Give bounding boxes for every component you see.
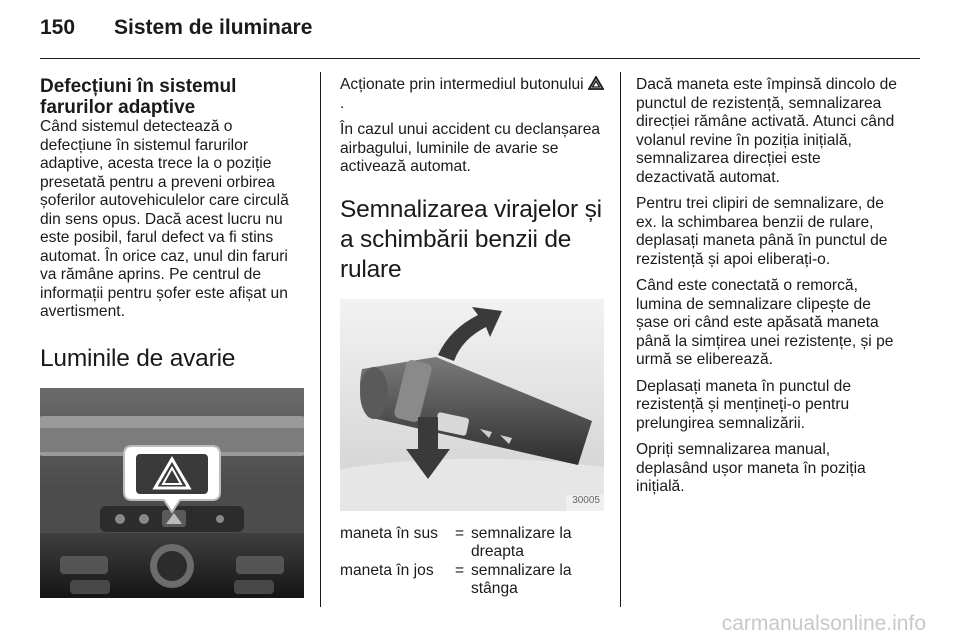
hazard-warning-icon [588,76,604,90]
column-2 [340,76,604,599]
turn-lever-figure [340,299,604,511]
page-header [40,16,312,40]
watermark: carmanualsonline.info [721,612,926,635]
page-title: Sistem de iluminare [114,16,313,39]
lever-direction-table [340,525,604,599]
column-divider-1 [320,72,321,607]
paragraph: Opriți semnalizarea manual, deplasând ușor maneta în poziția inițială. [636,441,866,495]
table-row [340,525,604,562]
section-hazard-lights: Luminile de avarie [40,344,236,372]
airbag-paragraph: În cazul unui accident cu declanșarea airbagului, luminile de avarie se activează automat. [340,121,601,175]
paragraph: Când este conectată o remorcă, lumina de semnalizare clipește de șase ori când este apăsată maneta până la simțirea unei rezistențe, și pe urmă se eliberează. [636,277,894,368]
paragraph: Deplasați maneta în punctul de rezistență și mențineți-o pentru prelungirea semnalizării. [636,377,851,432]
page-number: 150 [40,16,76,39]
header-rule [40,58,920,59]
heading-adaptive-lights-fault: Defecțiuni în sistemul farurilor adaptive [40,76,237,118]
table-equals: = [455,524,465,542]
table-value: semnalizare la stânga [471,561,572,597]
paragraph: Pentru trei clipiri de semnalizare, de ex. la schimbarea benzii de rulare, deplasați maneta până în punctul de rezistență și apoi eliberați-o. [636,195,888,268]
hazard-button-paragraph [340,76,604,113]
hazard-text-suffix: . [340,94,345,112]
figure-code: 30005 [572,495,600,506]
section-turn-signals: Semnalizarea virajelor și a schimbării benzii de rulare [340,195,602,283]
table-value: semnalizare la dreapta [471,524,572,560]
table-row [340,562,604,599]
turn-lever-illustration [340,299,604,511]
table-key: maneta în jos [340,561,434,579]
hazard-text-prefix: Acționate prin intermediul butonului [340,76,584,93]
column-3 [636,76,902,505]
adaptive-fault-paragraph: Când sistemul detectează o defecțiune în sistemul farurilor adaptive, acesta trece la o poziție presetată pentru a preveni orbirea șoferilor autovehiculelor care circulă din sens opus. Dacă acest lucru nu este posibil, farul defect va fi stins automat. În orice caz, unul din faruri va rămâne aprins. Pe centrul de informații pentru șofer este afișat un avertisment. [40,118,289,320]
table-equals: = [455,561,465,579]
column-divider-2 [620,72,621,607]
paragraph: Dacă maneta este împinsă dincolo de punctul de rezistență, semnalizarea direcției rămâne activată. Atunci când volanul revine în poziția inițială, semnalizarea direcției este dezactivată automat. [636,76,897,186]
hazard-button-figure [40,388,304,598]
column-1 [40,76,304,598]
table-key: maneta în sus [340,524,438,542]
